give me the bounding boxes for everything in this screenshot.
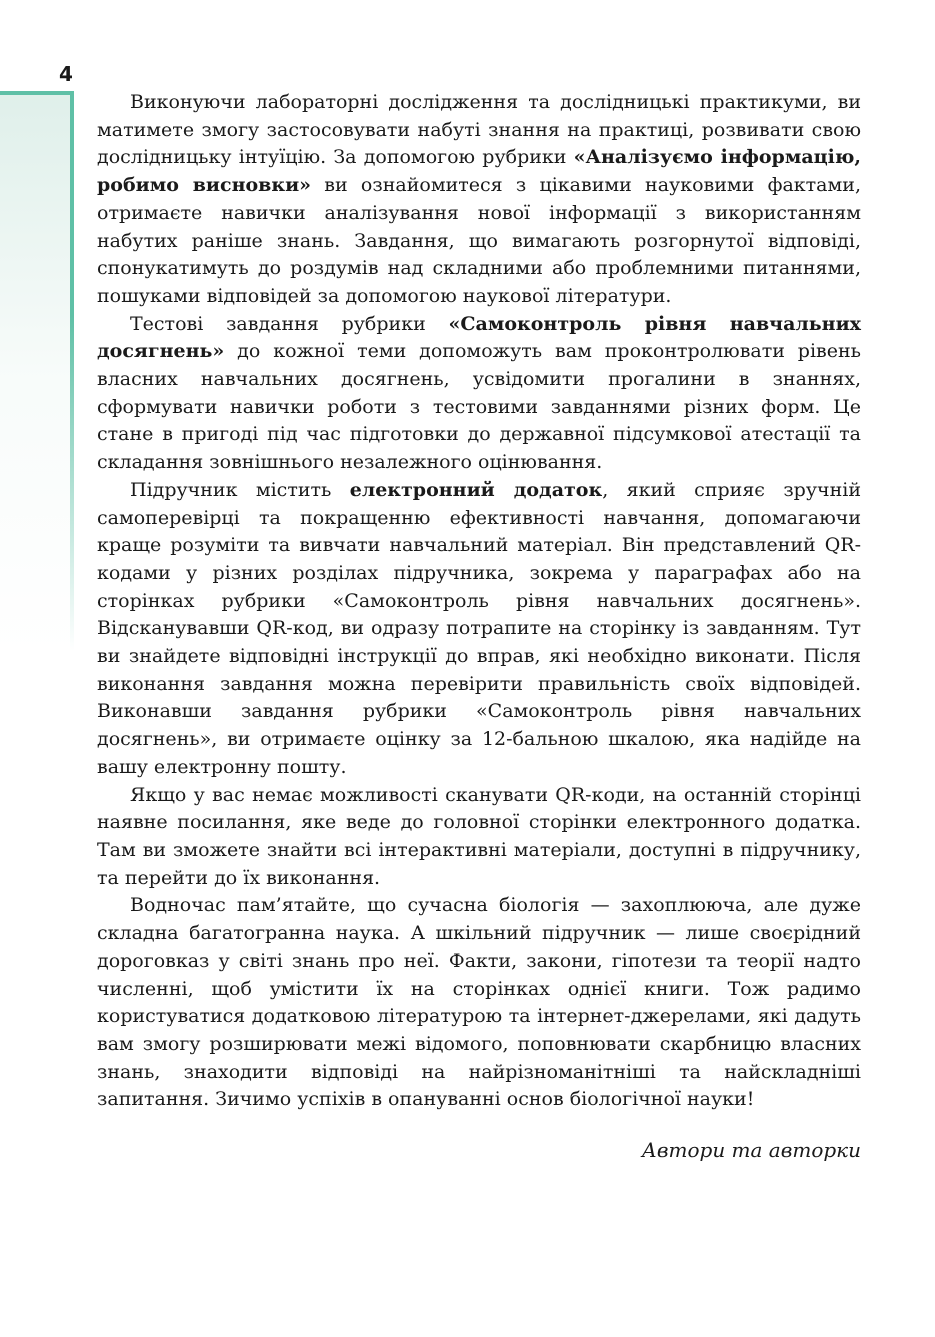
paragraph (97, 89, 861, 311)
paragraph (97, 892, 861, 1114)
paragraph-text: Виконуючи лабораторні дослідження та дослідницькі практикуми, ви матимете змогу застосовувати набуті знання на практиці, розвивати свою дослідницьку інтуїцію. За допомогою рубрики (97, 91, 861, 169)
paragraph-text: , який сприяє зручній самоперевірці та покращенню ефективності навчання, допомагаючи краще розуміти та вивчати навчальний матеріал. Він представлений QR-кодами у різних розділах підручника, зокрема у параграфах або на сторінках рубрики «Самоконтроль рівня навчальних досягнень». Відсканувавши QR-код, ви одразу потрапите на сторінку із завданням. Тут ви знайдете відповідні інструкції до вправ, які необхідно виконати. Після виконання завдання можна перевірити правильність своїх відповідей. Виконавши завдання рубрики «Самоконтроль рівня навчальних досягнень», ви отримаєте оцінку за 12-бальною шкалою, яка надійде на вашу електронну пошту. (97, 478, 861, 778)
paragraph (97, 311, 861, 477)
signature: Автори та авторки (641, 1138, 861, 1162)
highlighted-term: електронний додаток (349, 478, 603, 501)
accent-gradient-panel (0, 95, 70, 655)
accent-bar-top (0, 91, 74, 95)
rubric-title: «Самоконтроль рівня навчальних досягнень» (97, 312, 861, 363)
page-number: 4 (59, 62, 73, 86)
paragraph-text: до кожної теми допоможуть вам проконтролювати рівень власних навчальних досягнень, усвідомити прогалини в знаннях, сформувати навички роботи з тестовими завданнями різних форм. Це стане в пригоді під час підготовки до державної підсумкової атестації та складання зовнішнього незалежного оцінювання. (97, 340, 861, 474)
paragraph (97, 782, 861, 893)
paragraph-text: Водночас пам’ятайте, що сучасна біологія — захоплююча, але дуже складна багатогранна наука. А шкільний підручник — лише своєрідний дороговказ у світі знань про неї. Факти, закони, гіпотези та теорії надто численні, щоб умістити їх на сторінках однієї книги. Тож радимо користуватися додатковою літературою та інтернет-джерелами, які дадуть вам змогу розширювати межі відомого, поповнювати скарбницю власних знань, знаходити відповіді на найрізноманітніші та найскладніші запитання. Зичимо успіхів в опануванні основ біологічної науки! (97, 894, 861, 1111)
paragraph (97, 477, 861, 782)
paragraph-text: Тестові завдання рубрики (130, 312, 449, 335)
paragraph-text: Якщо у вас немає можливості сканувати QR-коди, на останній сторінці наявне посилання, яке веде до головної сторінки електронного додатка. Там ви зможете знайти всі інтерактивні матеріали, доступні в підручнику, та перейти до їх виконання. (97, 783, 861, 889)
rubric-title: «Аналізуємо інформацію, робимо висновки» (97, 146, 861, 197)
paragraph-text: ви ознайомитеся з цікавими науковими фактами, отримаєте навички аналізування нової інформації з використанням набутих раніше знань. Завдання, що вимагають розгорнутої відповіді, спонукатимуть до роздумів над складними або проблемними питаннями, пошуками відповідей за допомогою наукової літератури. (97, 174, 861, 307)
paragraph-text: Підручник містить (130, 478, 350, 501)
body-text (97, 89, 861, 1114)
accent-bar-side (70, 91, 74, 651)
